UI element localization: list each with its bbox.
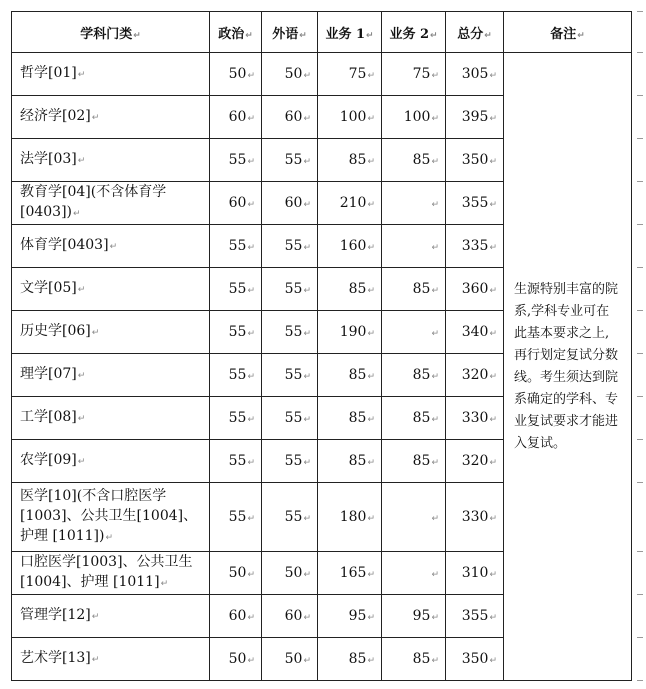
language-cell: 55↵ bbox=[262, 311, 318, 354]
total-cell: 320↵ bbox=[446, 440, 504, 483]
course1-cell: 85↵ bbox=[318, 638, 382, 681]
total-cell: 340↵ bbox=[446, 311, 504, 354]
course1-cell: 190↵ bbox=[318, 311, 382, 354]
course2-cell: 100↵ bbox=[382, 96, 446, 139]
politics-cell: 55↵ bbox=[210, 483, 262, 552]
total-cell: 350↵ bbox=[446, 638, 504, 681]
header-remark: 备注↵ bbox=[504, 12, 632, 53]
table-row bbox=[12, 53, 632, 96]
course2-cell: ↵ bbox=[382, 225, 446, 268]
course2-cell: ↵ bbox=[382, 552, 446, 595]
table-body bbox=[12, 53, 632, 681]
politics-cell: 55↵ bbox=[210, 397, 262, 440]
politics-cell: 55↵ bbox=[210, 268, 262, 311]
subject-cell: 工学[08]↵ bbox=[12, 397, 210, 440]
course1-cell: 180↵ bbox=[318, 483, 382, 552]
language-cell: 60↵ bbox=[262, 595, 318, 638]
course1-cell: 95↵ bbox=[318, 595, 382, 638]
course1-cell: 160↵ bbox=[318, 225, 382, 268]
total-cell: 335↵ bbox=[446, 225, 504, 268]
subject-cell: 哲学[01]↵ bbox=[12, 53, 210, 96]
subject-cell: 管理学[12]↵ bbox=[12, 595, 210, 638]
course2-cell: ↵ bbox=[382, 182, 446, 225]
course2-cell: 85↵ bbox=[382, 638, 446, 681]
language-cell: 55↵ bbox=[262, 440, 318, 483]
total-cell: 350↵ bbox=[446, 139, 504, 182]
language-cell: 50↵ bbox=[262, 53, 318, 96]
total-cell: 330↵ bbox=[446, 397, 504, 440]
header-course2: 业务 2↵ bbox=[382, 12, 446, 53]
language-cell: 55↵ bbox=[262, 268, 318, 311]
politics-cell: 50↵ bbox=[210, 53, 262, 96]
language-cell: 55↵ bbox=[262, 483, 318, 552]
course1-cell: 85↵ bbox=[318, 268, 382, 311]
politics-cell: 55↵ bbox=[210, 139, 262, 182]
language-cell: 55↵ bbox=[262, 354, 318, 397]
course1-cell: 85↵ bbox=[318, 397, 382, 440]
paragraph-marks bbox=[637, 11, 643, 681]
politics-cell: 60↵ bbox=[210, 595, 262, 638]
course2-cell: 95↵ bbox=[382, 595, 446, 638]
politics-cell: 55↵ bbox=[210, 225, 262, 268]
language-cell: 55↵ bbox=[262, 225, 318, 268]
course1-cell: 100↵ bbox=[318, 96, 382, 139]
politics-cell: 60↵ bbox=[210, 96, 262, 139]
course1-cell: 85↵ bbox=[318, 440, 382, 483]
course1-cell: 210↵ bbox=[318, 182, 382, 225]
course2-cell: 85↵ bbox=[382, 397, 446, 440]
course1-cell: 75↵ bbox=[318, 53, 382, 96]
subject-cell: 经济学[02]↵ bbox=[12, 96, 210, 139]
total-cell: 330↵ bbox=[446, 483, 504, 552]
subject-cell: 口腔医学[1003]、公共卫生 [1004]、护理 [1011]↵ bbox=[12, 552, 210, 595]
total-cell: 355↵ bbox=[446, 182, 504, 225]
header-politics: 政治↵ bbox=[210, 12, 262, 53]
total-cell: 395↵ bbox=[446, 96, 504, 139]
header-row bbox=[12, 12, 632, 53]
politics-cell: 50↵ bbox=[210, 552, 262, 595]
total-cell: 355↵ bbox=[446, 595, 504, 638]
course2-cell: 85↵ bbox=[382, 354, 446, 397]
course2-cell: 85↵ bbox=[382, 139, 446, 182]
course2-cell: 85↵ bbox=[382, 440, 446, 483]
subject-cell: 法学[03]↵ bbox=[12, 139, 210, 182]
header-course1: 业务 1↵ bbox=[318, 12, 382, 53]
subject-cell: 文学[05]↵ bbox=[12, 268, 210, 311]
language-cell: 50↵ bbox=[262, 638, 318, 681]
remark-cell: 生源特别丰富的院系,学科专业可在此基本要求之上,再行划定复试分数线。考生须达到院系确定的学科、专业复试要求才能进入复试。 bbox=[504, 53, 632, 681]
header-subject: 学科门类↵ bbox=[12, 12, 210, 53]
subject-cell: 教育学[04](不含体育学[0403])↵ bbox=[12, 182, 210, 225]
politics-cell: 55↵ bbox=[210, 440, 262, 483]
total-cell: 360↵ bbox=[446, 268, 504, 311]
course2-cell: ↵ bbox=[382, 311, 446, 354]
subject-cell: 医学[10](不含口腔医学[1003]、公共卫生[1004]、护理 [1011])↵ bbox=[12, 483, 210, 552]
language-cell: 60↵ bbox=[262, 182, 318, 225]
politics-cell: 60↵ bbox=[210, 182, 262, 225]
politics-cell: 55↵ bbox=[210, 354, 262, 397]
language-cell: 60↵ bbox=[262, 96, 318, 139]
politics-cell: 55↵ bbox=[210, 311, 262, 354]
language-cell: 55↵ bbox=[262, 397, 318, 440]
total-cell: 305↵ bbox=[446, 53, 504, 96]
course2-cell: 85↵ bbox=[382, 268, 446, 311]
header-language: 外语↵ bbox=[262, 12, 318, 53]
course1-cell: 85↵ bbox=[318, 354, 382, 397]
subject-cell: 农学[09]↵ bbox=[12, 440, 210, 483]
language-cell: 55↵ bbox=[262, 139, 318, 182]
course2-cell: 75↵ bbox=[382, 53, 446, 96]
subject-cell: 历史学[06]↵ bbox=[12, 311, 210, 354]
subject-cell: 理学[07]↵ bbox=[12, 354, 210, 397]
language-cell: 50↵ bbox=[262, 552, 318, 595]
header-total: 总分↵ bbox=[446, 12, 504, 53]
course2-cell: ↵ bbox=[382, 483, 446, 552]
subject-cell: 体育学[0403]↵ bbox=[12, 225, 210, 268]
course1-cell: 165↵ bbox=[318, 552, 382, 595]
politics-cell: 50↵ bbox=[210, 638, 262, 681]
total-cell: 310↵ bbox=[446, 552, 504, 595]
score-table bbox=[11, 11, 632, 681]
subject-cell: 艺术学[13]↵ bbox=[12, 638, 210, 681]
total-cell: 320↵ bbox=[446, 354, 504, 397]
course1-cell: 85↵ bbox=[318, 139, 382, 182]
